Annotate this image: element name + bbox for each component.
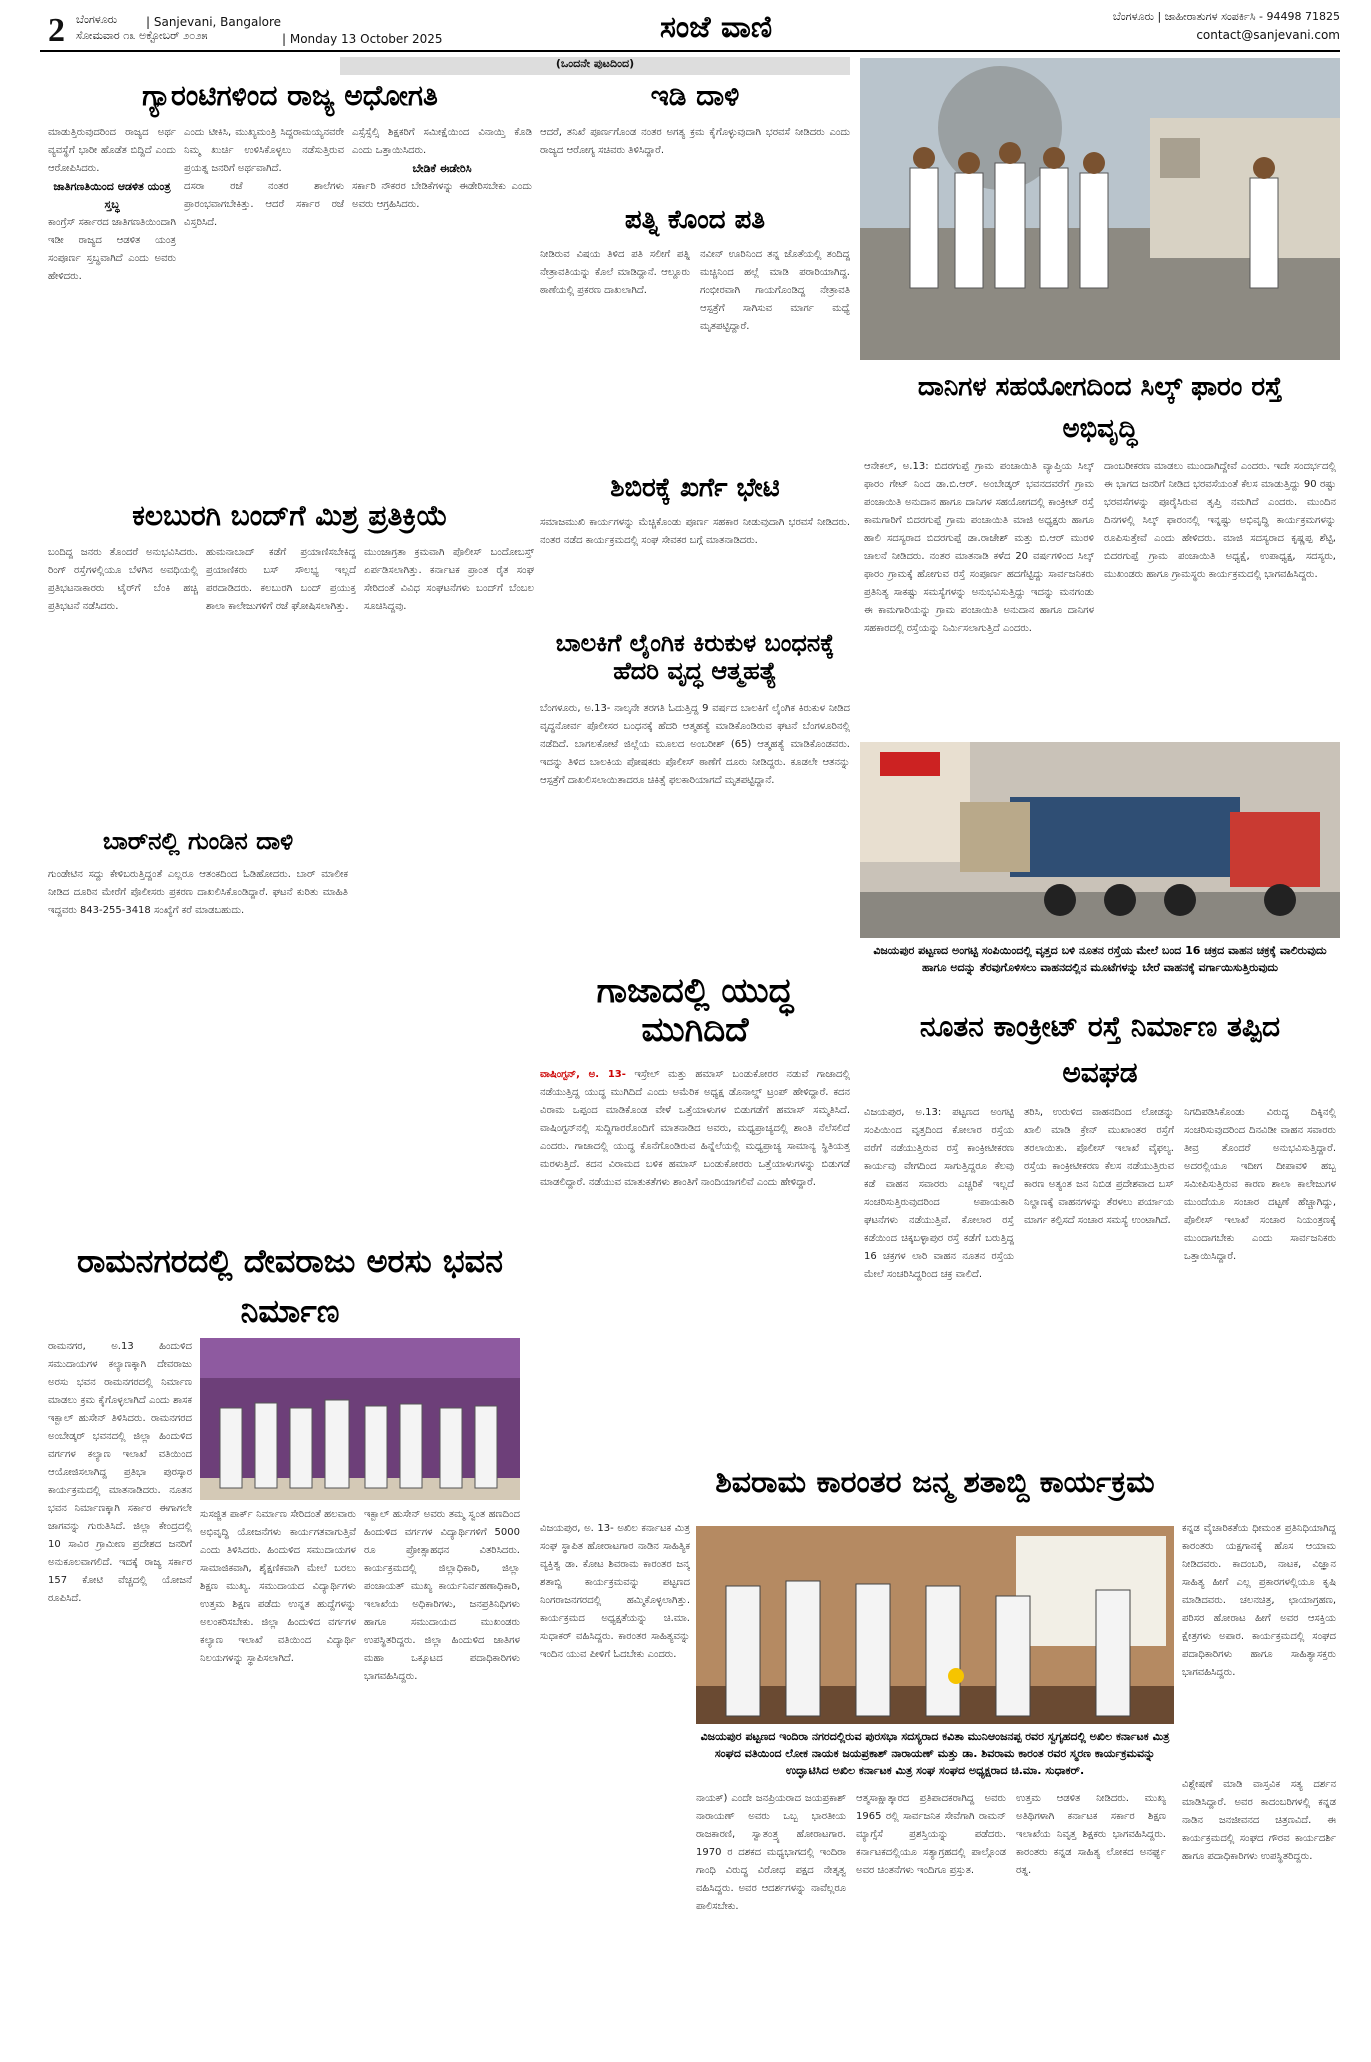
a1-col2: [184, 124, 344, 514]
a11-col2: ಸುಸಜ್ಜಿತ ಪಾರ್ಕ್ ನಿರ್ಮಾಣ ಸೇರಿದಂತೆ ಹಲವಾರು ಅಭಿವೃದ್ಧಿ ಯೋಜನೆಗಳು ಕಾರ್ಯಗತವಾಗುತ್ತಿವೆ ಎಂದು ತಿಳಿಸಿದರು. ಹಿಂದುಳಿದ ಸಮುದಾಯಗಳ ಸಾಮಾಜಿಕವಾಗಿ, ಶೈಕ್ಷಣಿಕವಾಗಿ ಮೇಲೆ ಬರಲು ಶಿಕ್ಷಣ ಮುಖ್ಯ. ಸಮುದಾಯದ ವಿದ್ಯಾರ್ಥಿಗಳು ಉತ್ತಮ ಶಿಕ್ಷಣ ಪಡೆದು ಉನ್ನತ ಹುದ್ದೆಗಳನ್ನು ಅಲಂಕರಿಸಬೇಕು. ಜಿಲ್ಲಾ ಹಿಂದುಳಿದ ವರ್ಗಗಳ ಕಲ್ಯಾಣ ಇಲಾಖೆ ವತಿಯಿಂದ ವಿದ್ಯಾರ್ಥಿ ನಿಲಯಗಳನ್ನು ಸ್ಥಾಪಿಸಲಾಗಿದೆ.: [200, 1509, 356, 1664]
headline-kharge-visit: ಶಿಬಿರಕ್ಕೆ ಖರ್ಗೆ ಭೇಟಿ: [610, 473, 780, 503]
logo-text: ಸಂಜೆ ವಾಣಿ: [660, 10, 773, 45]
headline-karanth-centenary: ಶಿವರಾಮ ಕಾರಂತರ ಜನ್ಮ ಶತಾಬ್ದಿ ಕಾರ್ಯಕ್ರಮ: [715, 1465, 1155, 1500]
edition-label: | Sanjevani, Bangalore: [146, 15, 282, 29]
a12-col1: ವಿಜಯಪುರ, ಅ. 13- ಅಖಿಲ ಕರ್ನಾಟಕ ಮಿತ್ರ ಸಂಘ ಸ್ಥಾಪಿತ ಹೋರಾಟಗಾರ ನಾಡಿನ ಸಾಹಿತ್ಯಿಕ ವ್ಯಕ್ತಿತ್ವ ಡಾ. ಕೋಟ ಶಿವರಾಮ ಕಾರಂತರ ಜನ್ಮ ಶತಾಬ್ದಿ ಕಾರ್ಯಕ್ರಮವನ್ನು ಪಟ್ಟಣದ ನಿಂಗರಾಜನಗರದಲ್ಲಿ ಹಮ್ಮಿಕೊಳ್ಳಲಾಗಿತ್ತು. ಕಾರ್ಯಕ್ರಮದ ಅಧ್ಯಕ್ಷತೆಯನ್ನು ಚಿ.ಮಾ. ಸುಧಾಕರ್ ವಹಿಸಿದ್ದರು. ಕಾರಂತರ ಸಾಹಿತ್ಯವನ್ನು ಇಂದಿನ ಯುವ ಪೀಳಿಗೆ ಓದಬೇಕು ಎಂದರು.: [540, 1523, 690, 1660]
photo-karanth-event: [696, 1526, 1174, 1724]
a9-col1: ಆನೇಕಲ್, ಅ.13: ಬಿದರಗುಪ್ಪೆ ಗ್ರಾಮ ಪಂಚಾಯಿತಿ ವ್ಯಾಪ್ತಿಯ ಸಿಲ್ಕ್ ಫಾರಂ ಗೇಟ್ ನಿಂದ ಡಾ.ಬಿ.ಆರ್. ಅಂಬೇಡ್ಕರ್ ಭವನದವರೆಗೆ ಗ್ರಾಮ ಪಂಚಾಯಿತಿ ಅನುದಾನ ಹಾಗೂ ದಾನಿಗಳ ಸಹಯೋಗದಲ್ಲಿ ಕಾಂಕ್ರೀಟ್ ರಸ್ತೆ ಕಾಮಗಾರಿಗೆ ಬಿದರಗುಪ್ಪೆ ಗ್ರಾಮ ಪಂಚಾಯಿತಿ ಮಾಜಿ ಅಧ್ಯಕ್ಷರು ಹಾಗೂ ಹಾಲಿ ಸದಸ್ಯರಾದ ಬಿದರಗುಪ್ಪೆ ಡಾ.ರಾಜೇಶ್ ಮತ್ತು ಬಿ.ಆರ್ ಮುರಳಿ ಚಾಲನೆ ನೀಡಿದರು. ನಂತರ ಮಾತನಾಡಿ ಕಳೆದ 20 ವರ್ಷಗಳಿಂದ ಸಿಲ್ಕ್ ಫಾರಂ ಗ್ರಾಮಕ್ಕೆ ಹೋಗುವ ರಸ್ತೆ ಸಂಪೂರ್ಣ ಹದಗೆಟ್ಟಿದ್ದು ಸಾರ್ವಜನಿಕರು ಪ್ರತಿನಿತ್ಯ ಸಾಕಷ್ಟು ಸಮಸ್ಯೆಗಳನ್ನು ಅನುಭವಿಸುತ್ತಿದ್ದು ಇದನ್ನು ಮನಗಂಡು ಈ ಕಾಮಗಾರಿಯನ್ನು ಗ್ರಾಮ ಪಂಚಾಯಿತಿ ಅನುದಾನ ಹಾಗೂ ದಾನಿಗಳ ಸಹಕಾರದಲ್ಲಿ ರಸ್ತೆಯನ್ನು ನಿರ್ಮಿಸಲಾಗುತ್ತಿದೆ ಎಂದರು.: [864, 461, 1094, 634]
ad-contact: ಬೆಂಗಳೂರು | ಜಾಹೀರಾತುಗಳ ಸಂಪರ್ಕಿಸಿ - 94498 71825: [1112, 10, 1340, 23]
a1-col3: [352, 124, 532, 514]
a11-col1: ರಾಮನಗರ, ಅ.13 ಹಿಂದುಳಿದ ಸಮುದಾಯಗಳ ಕಲ್ಯಾಣಕ್ಕಾಗಿ ದೇವರಾಜು ಅರಸು ಭವನ ರಾಮನಗರದಲ್ಲಿ ನಿರ್ಮಾಣ ಮಾಡಲು ಕ್ರಮ ಕೈಗೊಳ್ಳಲಾಗಿದೆ ಎಂದು ಶಾಸಕ ಇಕ್ಬಾಲ್ ಹುಸೇನ್ ತಿಳಿಸಿದರು. ರಾಮನಗರದ ಅಂಬೇಡ್ಕರ್ ಭವನದಲ್ಲಿ ಜಿಲ್ಲಾ ಹಿಂದುಳಿದ ವರ್ಗಗಳ ಕಲ್ಯಾಣ ಇಲಾಖೆ ವತಿಯಿಂದ ಆಯೋಜಿಸಲಾಗಿದ್ದ ಪ್ರತಿಭಾ ಪುರಸ್ಕಾರ ಕಾರ್ಯಕ್ರಮದಲ್ಲಿ ಮಾತನಾಡಿದರು. ನೂತನ ಭವನ ನಿರ್ಮಾಣಕ್ಕಾಗಿ ಸರ್ಕಾರ ಈಗಾಗಲೇ ಜಾಗವನ್ನು ಗುರುತಿಸಿದೆ. ಜಿಲ್ಲಾ ಕೇಂದ್ರದಲ್ಲಿ 10 ಸಾವಿರ ಗ್ರಾಮೀಣ ಪ್ರದೇಶದ ಜನರಿಗೆ ಅನುಕೂಲವಾಗಲಿದೆ. ಇದಕ್ಕೆ ರಾಜ್ಯ ಸರ್ಕಾರ 157 ಕೋಟಿ ವೆಚ್ಚದಲ್ಲಿ ಯೋಜನೆ ರೂಪಿಸಿದೆ.: [48, 1341, 192, 1604]
page-number: 2: [48, 12, 65, 49]
masthead-rule: [40, 50, 1340, 52]
karanth-caption: ವಿಜಯಪುರ ಪಟ್ಟಣದ ಇಂದಿರಾ ನಗರದಲ್ಲಿರುವ ಪುರಸಭಾ ಸದಸ್ಯರಾದ ಕವಿತಾ ಮುನಿಆಂಜನಪ್ಪ ರವರ ಸ್ವಗೃಹದಲ್ಲಿ ಅಖಿಲ ಕರ್ನಾಟಕ ಮಿತ್ರ ಸಂಘದ ವತಿಯಿಂದ ಲೋಕ ನಾಯಕ ಜಯಪ್ರಕಾಶ್ ನಾರಾಯಣ್ ಮತ್ತು ಡಾ. ಶಿವರಾಮ ಕಾರಂತ ರವರ ಸ್ಮರಣ ಕಾರ್ಯಕ್ರಮವನ್ನು ಉದ್ಘಾಟಿಸಿದ ಅಖಿಲ ಕರ್ನಾಟಕ ಮಿತ್ರ ಸಂಘ ಸಂಘದ ಅಧ್ಯಕ್ಷರಾದ ಚಿ.ಮಾ. ಸುಧಾಕರ್.: [700, 1730, 1170, 1777]
a9-col2: ದಾಂಬರೀಕರಣ ಮಾಡಲು ಮುಂದಾಗಿದ್ದೇವೆ ಎಂದರು. ಇದೇ ಸಂದರ್ಭದಲ್ಲಿ ಈ ಭಾಗದ ಜನರಿಗೆ ನೀಡಿದ ಭರವಸೆಯಂತೆ ಕೆಲಸ ಮಾಡುತ್ತಿದ್ದು 90 ರಷ್ಟು ಭರವಸೆಗಳನ್ನು ಪೂರೈಸಿರುವ ತೃಪ್ತಿ ನಮಗಿದೆ ಎಂದರು. ಮುಂದಿನ ದಿನಗಳಲ್ಲಿ ಸಿಲ್ಕ್ ಫಾರಂನಲ್ಲಿ ಇನ್ನಷ್ಟು ಅಭಿವೃದ್ಧಿ ಕಾರ್ಯಕ್ರಮಗಳನ್ನು ರೂಪಿಸುತ್ತೇವೆ ಎಂದು ಹೇಳಿದರು. ಮಾಜಿ ಸದಸ್ಯರಾದ ಕೃಷ್ಣಪ್ಪ ಶೆಟ್ಟಿ, ಬಿದರಗುಪ್ಪೆ ಗ್ರಾಮ ಪಂಚಾಯಿತಿ ಅಧ್ಯಕ್ಷೆ, ಉಪಾಧ್ಯಕ್ಷ, ಸದಸ್ಯರು, ಮುಖಂಡರು ಹಾಗೂ ಗ್ರಾಮಸ್ಥರು ಕಾರ್ಯಕ್ರಮದಲ್ಲಿ ಭಾಗವಹಿಸಿದ್ದರು.: [1104, 461, 1336, 580]
truck-illustration: [860, 742, 1340, 938]
date-kannada: ಸೋಮವಾರ ೧೩ ಅಕ್ಟೋಬರ್ ೨೦೨೫: [76, 29, 208, 42]
a10-col1: ವಿಜಯಪುರ, ಅ.13: ಪಟ್ಟಣದ ಅಂಗಟ್ಟಿ ಸಂಪಿಯಿಂದ ವೃತ್ತದಿಂದ ಕೋಲಾರ ರಸ್ತೆಯ ವರೆಗೆ ನಡೆಯುತ್ತಿರುವ ರಸ್ತೆ ಕಾಂಕ್ರೀಟೀಕರಣ ಕಾರ್ಯವು ವೇಗದಿಂದ ಸಾಗುತ್ತಿದ್ದರೂ ಕೆಲವು ಕಡೆ ವಾಹನ ಸವಾರರು ಎಚ್ಚರಿಕೆ ಇಲ್ಲದೆ ಸಂಚರಿಸುತ್ತಿರುವುದರಿಂದ ಅಪಾಯಕಾರಿ ಘಟನೆಗಳು ನಡೆಯುತ್ತಿವೆ. ಕೋಲಾರ ರಸ್ತೆ ಕಡೆಯಿಂದ ಚಿಕ್ಕಬಳ್ಳಾಪುರ ರಸ್ತೆ ಕಡೆಗೆ ಬರುತ್ತಿದ್ದ 16 ಚಕ್ರಗಳ ಲಾರಿ ವಾಹನ ನೂತನ ರಸ್ತೆಯ ಮೇಲೆ ಸಂಚರಿಸಿದ್ದರಿಂದ ಚಕ್ರ ವಾಲಿದೆ.: [864, 1107, 1014, 1280]
a12-col3: ನಾಯಕ್) ಎಂದೇ ಜನಪ್ರಿಯರಾದ ಜಯಪ್ರಕಾಶ್ ನಾರಾಯಣ್ ಅವರು ಒಬ್ಬ ಭಾರತೀಯ ರಾಜಕಾರಣಿ, ಸ್ವಾತಂತ್ರ್ಯ ಹೋರಾಟಗಾರ. 1970 ರ ದಶಕದ ಮಧ್ಯಭಾಗದಲ್ಲಿ ಇಂದಿರಾ ಗಾಂಧಿ ವಿರುದ್ಧ ವಿರೋಧ ಪಕ್ಷದ ನೇತೃತ್ವ ವಹಿಸಿದ್ದರು. ಅವರ ಆದರ್ಶಗಳನ್ನು ನಾವೆಲ್ಲರೂ ಪಾಲಿಸಬೇಕು.: [696, 1793, 846, 1912]
headline-husband-wife: ಪತ್ನಿ ಕೊಂದ ಪತಿ: [624, 205, 766, 235]
a1-col3-text: ಎಸ್ಸೆಸ್ಸೆಲ್ಸಿ ಶಿಕ್ಷಕರಿಗೆ ಸಮೀಕ್ಷೆಯಿಂದ ವಿನಾಯ್ತಿ ಕೊಡಿ ಎಂದು ಒತ್ತಾಯಿಸಿದರು.: [352, 127, 532, 156]
a1-col1b-text: ಕಾಂಗ್ರೆಸ್ ಸರ್ಕಾರದ ಜಾತಿಗಣತಿಯಿಂದಾಗಿ ಇಡೀ ರಾಜ್ಯದ ಆಡಳಿತ ಯಂತ್ರ ಸಂಪೂರ್ಣ ಸ್ತಬ್ಧವಾಗಿದೆ ಎಂದು ಅವರು ಹೇಳಿದರು.: [48, 217, 176, 282]
a2-col3: ಮುಂಜಾಗ್ರತಾ ಕ್ರಮವಾಗಿ ಪೊಲೀಸ್ ಬಂದೋಬಸ್ತ್ ಏರ್ಪಡಿಸಲಾಗಿತ್ತು. ಕರ್ನಾಟಕ ಪ್ರಾಂತ ರೈತ ಸಂಘ ಸೇರಿದಂತೆ ವಿವಿಧ ಸಂಘಟನೆಗಳು ಬಂದ್‌ಗೆ ಬೆಂಬಲ ಸೂಚಿಸಿದ್ದವು.: [364, 547, 534, 612]
a3-col1: ಗುಂಡೇಟಿನ ಸದ್ದು ಕೇಳಿಬರುತ್ತಿದ್ದಂತೆ ಎಲ್ಲರೂ ಆತಂಕದಿಂದ ಓಡಿಹೋದರು. ಬಾರ್ ಮಾಲೀಕ ನೀಡಿದ ದೂರಿನ ಮೇರೆಗೆ ಪೊಲೀಸರು ಪ್ರಕರಣ ದಾಖಲಿಸಿಕೊಂಡಿದ್ದಾರೆ. ಘಟನೆ ಕುರಿತು ಮಾಹಿತಿ ಇದ್ದವರು 843-255-3418 ಸಂಖ್ಯೆಗೆ ಕರೆ ಮಾಡಬಹುದು.: [48, 869, 348, 916]
headline-silk-farm-road: ದಾನಿಗಳ ಸಹಯೋಗದಿಂದ ಸಿಲ್ಕ್ ಫಾರಂ ರಸ್ತೆ ಅಭಿವೃದ್ಧಿ: [917, 372, 1283, 444]
headline-concrete-road: ನೂತನ ಕಾಂಕ್ರೀಟ್ ರಸ್ತೆ ನಿರ್ಮಾಣ ತಪ್ಪಿದ ಅವಘಡ: [919, 1010, 1281, 1089]
headline-kalaburagi-bandh: ಕಲಬುರಗಿ ಬಂದ್‌ಗೆ ಮಿಶ್ರ ಪ್ರತಿಕ್ರಿಯೆ: [132, 499, 448, 532]
a1-col2-text: ಎಂದು ಟೀಕಿಸಿ, ಮುಖ್ಯಮಂತ್ರಿ ಸಿದ್ದರಾಮಯ್ಯನವರೇ ನಿಮ್ಮ ಖುರ್ಚಿ ಉಳಿಸಿಕೊಳ್ಳಲು ನಡೆಸುತ್ತಿರುವ ಪ್ರಯತ್ನ ಜನರಿಗೆ ಅರ್ಥವಾಗಿದೆ.: [184, 127, 344, 174]
contact-email[interactable]: contact@sanjevani.com: [1196, 28, 1340, 42]
a1-subhead3: ಬೇಡಿಕೆ ಈಡೇರಿಸಿ: [412, 162, 472, 175]
photo-road-work: [860, 58, 1340, 360]
headline-ed-raid: ಇಡಿ ದಾಳಿ: [650, 79, 740, 112]
a1-col1-text: ಮಾಡುತ್ತಿರುವುದರಿಂದ ರಾಜ್ಯದ ಅರ್ಥ ವ್ಯವಸ್ಥೆಗೆ ಭಾರೀ ಹೊಡೆತ ಬಿದ್ದಿದೆ ಎಂದು ಆರೋಪಿಸಿದರು.: [48, 127, 176, 174]
photo-ramanagara-event: [200, 1338, 520, 1500]
headline-elderly-suicide: ಬಾಲಕಿಗೆ ಲೈಂಗಿಕ ಕಿರುಕುಳ ಬಂಧನಕ್ಕೆ ಹೆದರಿ ವೃದ್ಧ ಆತ್ಮಹತ್ಯೆ: [555, 629, 835, 685]
road-work-illustration: [860, 58, 1340, 360]
headline-guarantees: ಗ್ಯಾರಂಟಿಗಳಿಂದ ರಾಜ್ಯ ಅಧೋಗತಿ: [142, 79, 438, 112]
a7-col1: ಬೆಂಗಳೂರು, ಅ.13- ನಾಲ್ಕನೇ ತರಗತಿ ಓದುತ್ತಿದ್ದ 9 ವರ್ಷದ ಬಾಲಕಿಗೆ ಲೈಂಗಿಕ ಕಿರುಕುಳ ನೀಡಿದ ವೃದ್ಧನೋರ್ವ ಪೊಲೀಸರ ಬಂಧನಕ್ಕೆ ಹೆದರಿ ಆತ್ಮಹತ್ಯೆ ಮಾಡಿಕೊಂಡಿರುವ ಘಟನೆ ಬೆಂಗಳೂರಿನಲ್ಲಿ ನಡೆದಿದೆ. ಬಾಗಲಕೋಟೆ ಜಿಲ್ಲೆಯ ಮೂಲದ ಅಂಬರೀಶ್ (65) ಆತ್ಮಹತ್ಯೆ ಮಾಡಿಕೊಂಡವರು. ಇದನ್ನು ತಿಳಿದ ಬಾಲಕಿಯ ಪೋಷಕರು ಪೊಲೀಸ್ ಠಾಣೆಗೆ ದೂರು ನೀಡಿದ್ದರು. ಕೂಡಲೇ ಆತನನ್ನು ಆಸ್ಪತ್ರೆಗೆ ದಾಖಲಿಸಲಾಯಿತಾದರೂ ಚಿಕಿತ್ಸೆ ಫಲಕಾರಿಯಾಗದೆ ಮೃತಪಟ್ಟಿದ್ದಾನೆ.: [540, 703, 850, 786]
a8-col1: [540, 1066, 850, 1396]
a5-col2: ನವೀನ್ ಊರಿನಿಂದ ತನ್ನ ಜೊತೆಯಲ್ಲಿ ತಂದಿದ್ದ ಮಚ್ಚಿನಿಂದ ಹಲ್ಲೆ ಮಾಡಿ ಪರಾರಿಯಾಗಿದ್ದ. ಗಂಭೀರವಾಗಿ ಗಾಯಗೊಂಡಿದ್ದ ನೇತ್ರಾವತಿ ಆಸ್ಪತ್ರೆಗೆ ಸಾಗಿಸುವ ಮಾರ್ಗ ಮಧ್ಯೆ ಮೃತಪಟ್ಟಿದ್ದಾರೆ.: [700, 249, 850, 332]
headline-ramanagara: ರಾಮನಗರದಲ್ಲಿ ದೇವರಾಜು ಅರಸು ಭವನ ನಿರ್ಮಾಣ: [77, 1242, 503, 1330]
a10-col2: ತರಿಸಿ, ಉರುಳಿದ ವಾಹನದಿಂದ ಲೋಡನ್ನು ಖಾಲಿ ಮಾಡಿ ಕ್ರೇನ್ ಮುಖಾಂತರ ರಸ್ತೆಗೆ ತರಲಾಯಿತು. ಪೊಲೀಸ್ ಇಲಾಖೆ ವೈಫಲ್ಯ. ರಸ್ತೆಯ ಕಾಂಕ್ರೀಟೀಕರಣ ಕೆಲಸ ನಡೆಯುತ್ತಿರುವ ಕಾರಣ ಅತ್ಯಂತ ಜನ ನಿಬಿಡ ಪ್ರದೇಶವಾದ ಬಸ್ ನಿಲ್ದಾಣಕ್ಕೆ ವಾಹನಗಳನ್ನು ತೆರಳಲು ಪರ್ಯಾಯ ಮಾರ್ಗ ಕಲ್ಪಿಸದೆ ಸಂಚಾರ ಸಮಸ್ಯೆ ಉಂಟಾಗಿದೆ.: [1024, 1107, 1174, 1226]
event-illustration: [200, 1338, 520, 1500]
a12-col2: ಕನ್ನಡ ವೈಚಾರಿಕತೆಯ ಧೀಮಂತ ಪ್ರತಿನಿಧಿಯಾಗಿದ್ದ ಕಾರಂತರು ಯಕ್ಷಗಾನಕ್ಕೆ ಹೊಸ ಆಯಾಮ ನೀಡಿದವರು. ಕಾದಂಬರಿ, ನಾಟಕ, ವಿಜ್ಞಾನ ಸಾಹಿತ್ಯ ಹೀಗೆ ಎಲ್ಲ ಪ್ರಕಾರಗಳಲ್ಲಿಯೂ ಕೃಷಿ ಮಾಡಿದವರು. ಚಲನಚಿತ್ರ, ಛಾಯಾಗ್ರಹಣ, ಪರಿಸರ ಹೋರಾಟ ಹೀಗೆ ಅವರ ಆಸಕ್ತಿಯ ಕ್ಷೇತ್ರಗಳು ಅಪಾರ. ಕಾರ್ಯಕ್ರಮದಲ್ಲಿ ಸಂಘದ ಪದಾಧಿಕಾರಿಗಳು ಹಾಗೂ ಸಾಹಿತ್ಯಾಸಕ್ತರು ಭಾಗವಹಿಸಿದ್ದರು.: [1182, 1523, 1336, 1678]
a1-col1: [48, 124, 176, 514]
place-kannada: ಬೆಂಗಳೂರು: [76, 13, 118, 26]
masthead: [40, 10, 1340, 48]
issue-date: | Monday 13 October 2025: [282, 32, 443, 46]
a12-col4: ಆತ್ಮಸಾಕ್ಷಾತ್ಕಾರದ ಪ್ರತಿಪಾದಕರಾಗಿದ್ದ ಅವರು 1965 ರಲ್ಲಿ ಸಾರ್ವಜನಿಕ ಸೇವೆಗಾಗಿ ರಾಮನ್ ಮ್ಯಾಗ್ಸೆಸೆ ಪ್ರಶಸ್ತಿಯನ್ನು ಪಡೆದರು. ಕರ್ನಾಟಕದಲ್ಲಿಯೂ ಸತ್ಯಾಗ್ರಹದಲ್ಲಿ ಪಾಲ್ಗೊಂಡ ಅವರ ಚಿಂತನೆಗಳು ಇಂದಿಗೂ ಪ್ರಸ್ತುತ.: [856, 1793, 1006, 1876]
a4-col1: ಆದರೆ, ತನಿಖೆ ಪೂರ್ಣಗೊಂಡ ನಂತರ ಅಗತ್ಯ ಕ್ರಮ ಕೈಗೊಳ್ಳುವುದಾಗಿ ಭರವಸೆ ನೀಡಿದರು ಎಂದು ರಾಜ್ಯದ ಆರೋಗ್ಯ ಸಚಿವರು ತಿಳಿಸಿದ್ದಾರೆ.: [540, 127, 850, 156]
truck-caption: ವಿಜಯಪುರ ಪಟ್ಟಣದ ಅಂಗಟ್ಟಿ ಸಂಪಿಯಿಂದಲ್ಲಿ ವೃತ್ತದ ಬಳಿ ನೂತನ ರಸ್ತೆಯ ಮೇಲೆ ಬಂದ 16 ಚಕ್ರದ ವಾಹನ ಚಕ್ರಕ್ಕೆ ವಾಲಿರುವುದು ಹಾಗೂ ಅದನ್ನು ತೆರವುಗೊಳಿಸಲು ವಾಹನದಲ್ಲಿನ ಮೂಟೆಗಳನ್ನು ಬೇರೆ ವಾಹನಕ್ಕೆ ವರ್ಗಾಯಿಸುತ್ತಿರುವುದು: [873, 944, 1327, 974]
karanth-event-illustration: [696, 1526, 1174, 1724]
continued-label: (ಒಂದನೇ ಪುಟದಿಂದ): [340, 57, 850, 75]
a10-col3: ನಿಗದಿಪಡಿಸಿಕೊಂಡು ವಿರುದ್ಧ ದಿಕ್ಕಿನಲ್ಲಿ ಸಂಚರಿಸುವುದರಿಂದ ದಿನವಿಡೀ ವಾಹನ ಸವಾರರು ತೀವ್ರ ತೊಂದರೆ ಅನುಭವಿಸುತ್ತಿದ್ದಾರೆ. ಅದರಲ್ಲಿಯೂ ಇದೀಗ ದೀಪಾವಳಿ ಹಬ್ಬ ಸಮೀಪಿಸುತ್ತಿರುವ ಕಾರಣ ಶಾಲಾ ಕಾಲೇಜುಗಳ ಮುಂದೆಯೂ ಸಂಚಾರ ದಟ್ಟಣೆ ಹೆಚ್ಚಾಗಿದ್ದು, ಪೊಲೀಸ್ ಇಲಾಖೆ ಸಂಚಾರ ನಿಯಂತ್ರಣಕ್ಕೆ ಮುಂದಾಗಬೇಕು ಎಂದು ಸಾರ್ವಜನಿಕರು ಒತ್ತಾಯಿಸಿದ್ದಾರೆ.: [1184, 1107, 1336, 1262]
a5-col1: ನೀಡಿರುವ ವಿಷಯ ತಿಳಿದ ಪತಿ ಸಲೀಗೆ ಪತ್ನಿ ನೇತ್ರಾವತಿಯನ್ನು ಕೊಲೆ ಮಾಡಿದ್ದಾನೆ. ಆಲ್ದೂರು ಠಾಣೆಯಲ್ಲಿ ಪ್ರಕರಣ ದಾಖಲಾಗಿದೆ.: [540, 249, 690, 296]
a2-col2: ಹುಮನಾಬಾದ್ ಕಡೆಗೆ ಪ್ರಯಾಣಿಸಬೇಕಿದ್ದ ಪ್ರಯಾಣಿಕರು ಬಸ್ ಸೌಲಭ್ಯ ಇಲ್ಲದೆ ಪರದಾಡಿದರು. ಕಲಬುರಗಿ ಬಂದ್ ಪ್ರಯುಕ್ತ ಶಾಲಾ ಕಾಲೇಜುಗಳಿಗೆ ರಜೆ ಘೋಷಿಸಲಾಗಿತ್ತು.: [206, 547, 356, 612]
a12-col6: ವಿಶ್ಲೇಷಣೆ ಮಾಡಿ ವಾಸ್ತವಿಕ ಸತ್ಯ ದರ್ಶನ ಮಾಡಿಸಿದ್ದಾರೆ. ಅವರ ಕಾದಂಬರಿಗಳಲ್ಲಿ ಕನ್ನಡ ನಾಡಿನ ಜನಜೀವನದ ಚಿತ್ರಣವಿದೆ. ಈ ಕಾರ್ಯಕ್ರಮದಲ್ಲಿ ಸಂಘದ ಗೌರವ ಕಾರ್ಯದರ್ಶಿ ಹಾಗೂ ಪದಾಧಿಕಾರಿಗಳು ಉಪಸ್ಥಿತರಿದ್ದರು.: [1182, 1779, 1336, 1862]
a8-dateline: ವಾಷಿಂಗ್ಟನ್, ಅ. 13-: [540, 1069, 626, 1080]
a6-col1: ಸಮಾಜಮುಖಿ ಕಾರ್ಯಗಳನ್ನು ಮೆಚ್ಚಿಕೊಂಡು ಪೂರ್ಣ ಸಹಕಾರ ನೀಡುವುದಾಗಿ ಭರವಸೆ ನೀಡಿದರು. ನಂತರ ನಡೆದ ಕಾರ್ಯಕ್ರಮದಲ್ಲಿ ಸಂಘ ಸೇವಕರ ಬಗ್ಗೆ ಮಾತನಾಡಿದರು.: [540, 517, 850, 546]
a2-col1: ಬಂದಿದ್ದ ಜನರು ತೊಂದರೆ ಅನುಭವಿಸಿದರು. ರಿಂಗ್ ರಸ್ತೆಗಳಲ್ಲಿಯೂ ಬೆಳಗಿನ ಅವಧಿಯಲ್ಲಿ ಪ್ರತಿಭಟನಾಕಾರರು ಟೈರ್‌ಗೆ ಬೆಂಕಿ ಹಚ್ಚಿ ಪ್ರತಿಭಟನೆ ನಡೆಸಿದರು.: [48, 547, 198, 612]
headline-bar-shooting: ಬಾರ್‌ನಲ್ಲಿ ಗುಂಡಿನ ದಾಳಿ: [102, 827, 294, 855]
photo-truck: [860, 742, 1340, 938]
headline-gaza-war: ಗಾಜಾದಲ್ಲಿ ಯುದ್ಧ ಮುಗಿದಿದೆ: [596, 971, 794, 1051]
a8-body: ಇಸ್ರೇಲ್ ಮತ್ತು ಹಮಾಸ್ ಬಂಡುಕೋರರ ನಡುವೆ ಗಾಜಾದಲ್ಲಿ ನಡೆಯುತ್ತಿದ್ದ ಯುದ್ಧ ಮುಗಿದಿದೆ ಎಂದು ಅಮೆರಿಕ ಅಧ್ಯಕ್ಷ ಡೊನಾಲ್ಡ್ ಟ್ರಂಪ್ ಹೇಳಿದ್ದಾರೆ. ಕದನ ವಿರಾಮ ಒಪ್ಪಂದ ಮಾಡಿಕೊಂಡ ವೇಳೆ ಒತ್ತೆಯಾಳುಗಳ ಬಿಡುಗಡೆಗೆ ಹಮಾಸ್ ಸಮ್ಮತಿಸಿದೆ. ವಾಷಿಂಗ್ಟನ್‌ನಲ್ಲಿ ಸುದ್ದಿಗಾರರೊಂದಿಗೆ ಮಾತನಾಡಿದ ಅವರು, ಮಧ್ಯಪ್ರಾಚ್ಯದಲ್ಲಿ ಶಾಂತಿ ನೆಲೆಸಲಿದೆ ಎಂದರು. ಗಾಜಾದಲ್ಲಿ ಯುದ್ಧ ಕೊನೆಗೊಂಡಿರುವ ಹಿನ್ನೆಲೆಯಲ್ಲಿ ಮಧ್ಯಪ್ರಾಚ್ಯ ಸಾಮಾನ್ಯ ಸ್ಥಿತಿಯತ್ತ ಮರಳುತ್ತಿದೆ. ಕದನ ವಿರಾಮದ ಬಳಿಕ ಹಮಾಸ್ ಬಂಡುಕೋರರು ಒತ್ತೆಯಾಳುಗಳನ್ನು ಬಿಡುಗಡೆ ಮಾಡಲಿದ್ದಾರೆ. ನಡೆಯುವ ಮಾತುಕತೆಗಳು ಶಾಂತಿಗೆ ನಾಂದಿಯಾಗಲಿವೆ ಎಂದು ಹೇಳಿದ್ದಾರೆ.: [540, 1069, 850, 1188]
a1-col3b-text: ಸರ್ಕಾರಿ ನೌಕರರ ಬೇಡಿಕೆಗಳನ್ನು ಈಡೇರಿಸಬೇಕು ಎಂದು ಅವರು ಆಗ್ರಹಿಸಿದರು.: [352, 181, 532, 210]
a1-col2b-text: ದಸರಾ ರಜೆ ನಂತರ ಶಾಲೆಗಳು ಪ್ರಾರಂಭವಾಗಬೇಕಿತ್ತು. ಆದರೆ ಸರ್ಕಾರ ರಜೆ ವಿಸ್ತರಿಸಿದೆ.: [184, 181, 344, 228]
a11-col3: ಇಕ್ಬಾಲ್ ಹುಸೇನ್ ಅವರು ತಮ್ಮ ಸ್ವಂತ ಹಣದಿಂದ ಹಿಂದುಳಿದ ವರ್ಗಗಳ ವಿದ್ಯಾರ್ಥಿಗಳಿಗೆ 5000 ರೂ ಪ್ರೋತ್ಸಾಹಧನ ವಿತರಿಸಿದರು. ಕಾರ್ಯಕ್ರಮದಲ್ಲಿ ಜಿಲ್ಲಾಧಿಕಾರಿ, ಜಿಲ್ಲಾ ಪಂಚಾಯತ್ ಮುಖ್ಯ ಕಾರ್ಯನಿರ್ವಹಣಾಧಿಕಾರಿ, ಇಲಾಖೆಯ ಅಧಿಕಾರಿಗಳು, ಜನಪ್ರತಿನಿಧಿಗಳು ಹಾಗೂ ಸಮುದಾಯದ ಮುಖಂಡರು ಉಪಸ್ಥಿತರಿದ್ದರು. ಜಿಲ್ಲಾ ಹಿಂದುಳಿದ ಜಾತಿಗಳ ಮಹಾ ಒಕ್ಕೂಟದ ಪದಾಧಿಕಾರಿಗಳು ಭಾಗವಹಿಸಿದ್ದರು.: [364, 1509, 520, 1682]
a1-subhead1: ಜಾತಿಗಣತಿಯಿಂದ ಆಡಳಿತ ಯಂತ್ರ ಸ್ತಬ್ಧ: [53, 180, 171, 211]
a12-col5: ಉತ್ತಮ ಆಡಳಿತ ನೀಡಿದರು. ಮುಖ್ಯ ಅತಿಥಿಗಳಾಗಿ ಕರ್ನಾಟಕ ಸರ್ಕಾರ ಶಿಕ್ಷಣ ಇಲಾಖೆಯ ನಿವೃತ್ತ ಶಿಕ್ಷಕರು ಭಾಗವಹಿಸಿದ್ದರು. ಕಾರಂತರು ಕನ್ನಡ ಸಾಹಿತ್ಯ ಲೋಕದ ಅನರ್ಘ್ಯ ರತ್ನ.: [1016, 1793, 1166, 1876]
newspaper-logo: [660, 10, 772, 45]
